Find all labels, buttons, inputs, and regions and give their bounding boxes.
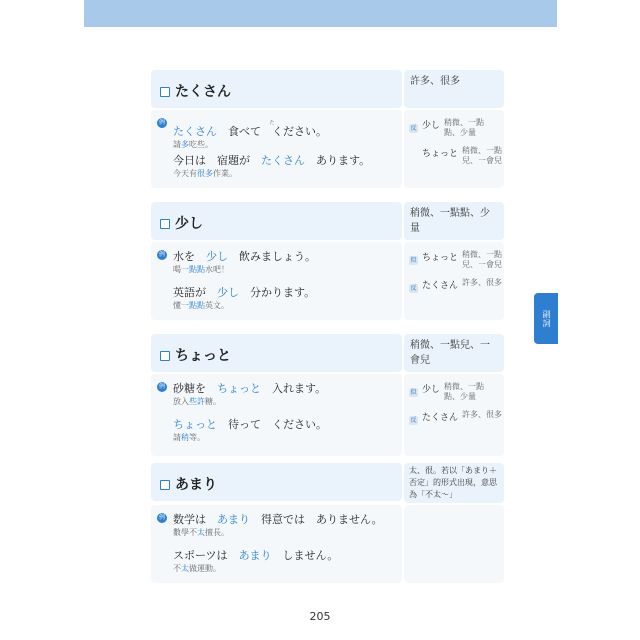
example-translation <box>173 563 338 574</box>
related-word <box>409 382 492 402</box>
examples-box <box>151 110 402 188</box>
target-word: あまり <box>217 513 250 526</box>
related-word-text: ちょっと <box>422 253 459 263</box>
example-sentence <box>173 549 338 563</box>
sentence-part: スポーツは <box>173 549 239 562</box>
example-translation <box>173 396 326 407</box>
antonym-tag: 反 <box>410 417 417 424</box>
related-words-box <box>404 505 504 583</box>
entry-word: たくさん <box>175 84 231 100</box>
target-word: たくさん <box>173 125 217 138</box>
sentence-part: 待って ください。 <box>217 418 327 431</box>
example <box>173 120 327 150</box>
example <box>173 250 316 275</box>
example-translation <box>173 264 316 275</box>
translation-part: 懂 <box>173 301 181 310</box>
header-bar <box>84 0 557 27</box>
example-icon: 例 <box>158 119 165 126</box>
entry-meaning: 稍微、一點兒、一會兒 <box>404 334 504 372</box>
checkbox-icon[interactable] <box>160 219 170 229</box>
entry-word: 少し <box>175 216 203 232</box>
related-word-text: たくさん <box>422 413 459 423</box>
example-translation <box>173 527 383 538</box>
target-word: 少し <box>206 250 228 263</box>
entry-meaning: 許多、很多 <box>404 70 504 108</box>
entry-header <box>151 463 402 501</box>
translation-part: 不 <box>173 564 181 573</box>
example-sentence <box>173 513 383 527</box>
examples-box <box>151 374 402 456</box>
example-translation <box>173 168 370 179</box>
related-word <box>409 410 502 429</box>
related-word-meaning: 許多、很多 <box>462 278 503 287</box>
synonym-tag: 似 <box>410 257 417 264</box>
entry-header <box>151 70 402 108</box>
entry-meaning: 稍微、一點點、少量 <box>404 202 504 240</box>
translation-part: 喝 <box>173 265 181 274</box>
example <box>173 382 326 407</box>
example-translation <box>173 300 315 311</box>
target-word: 少し <box>217 286 239 299</box>
entry-header <box>151 334 402 372</box>
sentence-part: しません。 <box>271 549 339 562</box>
translation-highlight: 很多 <box>197 169 213 178</box>
translation-highlight: 太 <box>197 528 205 537</box>
translation-part: 水吧！ <box>205 265 229 274</box>
entry-word: あまり <box>175 477 217 493</box>
translation-highlight: 一點點 <box>181 265 205 274</box>
translation-part: 做運動。 <box>189 564 221 573</box>
translation-highlight: 太 <box>181 564 189 573</box>
sentence-part: 数学は <box>173 513 217 526</box>
translation-part: 等。 <box>189 433 205 442</box>
example-sentence <box>173 418 327 432</box>
related-word <box>422 146 502 166</box>
sentence-part: あります。 <box>305 154 371 167</box>
related-words-box <box>404 242 504 320</box>
translation-part: 吃些。 <box>189 140 213 149</box>
example-icon: 例 <box>158 514 165 521</box>
example-sentence <box>173 286 315 300</box>
section-tab-adverb[interactable]: 副詞 <box>534 293 558 344</box>
example-translation <box>173 139 327 150</box>
related-words-box <box>404 110 504 188</box>
synonym-tag: 似 <box>410 389 417 396</box>
example-icon: 例 <box>158 383 165 390</box>
translation-part: 數學不 <box>173 528 197 537</box>
translation-part: 請 <box>173 433 181 442</box>
translation-part: 作業。 <box>213 169 237 178</box>
related-word-text: ちょっと <box>422 149 459 159</box>
translation-part: 糖。 <box>205 397 221 406</box>
example <box>173 418 327 443</box>
example-icon: 例 <box>158 251 165 258</box>
translation-part: 今天有 <box>173 169 197 178</box>
related-word-text: 少し <box>422 385 441 395</box>
example-sentence <box>173 250 316 264</box>
example-sentence <box>173 154 370 168</box>
related-word-meaning: 稍微、一點點、少量 <box>444 382 485 401</box>
related-word-text: たくさん <box>422 281 459 291</box>
examples-box <box>151 505 402 583</box>
sentence-part: 今日は 宿題が <box>173 154 261 167</box>
sentence-part: 得意では ありません。 <box>250 513 383 526</box>
example <box>173 286 315 311</box>
example-translation <box>173 432 327 443</box>
translation-highlight: 多 <box>181 140 189 149</box>
example <box>173 513 383 538</box>
checkbox-icon[interactable] <box>160 87 170 97</box>
related-word <box>409 250 502 270</box>
example <box>173 154 370 179</box>
example-sentence <box>173 382 326 396</box>
related-word-meaning: 稍微、一點點、少量 <box>444 118 485 137</box>
sentence-part: 飲みましょう。 <box>228 250 316 263</box>
sentence-part: 入れます。 <box>261 382 327 395</box>
sentence-part: 英語が <box>173 286 217 299</box>
translation-highlight: 些許 <box>189 397 205 406</box>
antonym-tag: 反 <box>410 125 417 132</box>
sentence-part: 水を <box>173 250 206 263</box>
example <box>173 549 338 574</box>
checkbox-icon[interactable] <box>160 351 170 361</box>
related-word-text: 少し <box>422 121 441 131</box>
target-word: たくさん <box>261 154 305 167</box>
translation-highlight: 一點點 <box>181 301 205 310</box>
target-word: ちょっと <box>217 382 261 395</box>
related-word-meaning: 許多、很多 <box>462 410 503 419</box>
related-word-meaning: 稍微、一點兒、一會兒 <box>462 250 503 269</box>
translation-part: 請 <box>173 140 181 149</box>
entry-word: ちょっと <box>175 348 231 364</box>
related-word <box>409 118 488 138</box>
sentence-part: 分かります。 <box>239 286 316 299</box>
related-words-box <box>404 374 504 456</box>
example-sentence: たくさん 食べて ください。た <box>173 120 327 138</box>
translation-part: 放入 <box>173 397 189 406</box>
related-word-meaning: 稍微、一點兒、一會兒 <box>462 146 503 165</box>
target-word: ちょっと <box>173 418 217 431</box>
target-word: あまり <box>238 549 272 562</box>
translation-part: 英文。 <box>205 301 229 310</box>
checkbox-icon[interactable] <box>160 480 170 490</box>
entry-header <box>151 202 402 240</box>
antonym-tag: 反 <box>410 285 417 292</box>
related-word <box>409 278 502 297</box>
sentence-part: 砂糖を <box>173 382 217 395</box>
page-number: 205 <box>309 610 331 623</box>
entry-meaning: 太、很。若以「あまり＋否定」的形式出現，意思為「不太～」 <box>404 463 504 503</box>
translation-highlight: 稍 <box>181 433 189 442</box>
translation-part: 擅長。 <box>205 528 229 537</box>
examples-box <box>151 242 402 320</box>
sentence-rest: 食べて ください。 <box>217 125 327 138</box>
